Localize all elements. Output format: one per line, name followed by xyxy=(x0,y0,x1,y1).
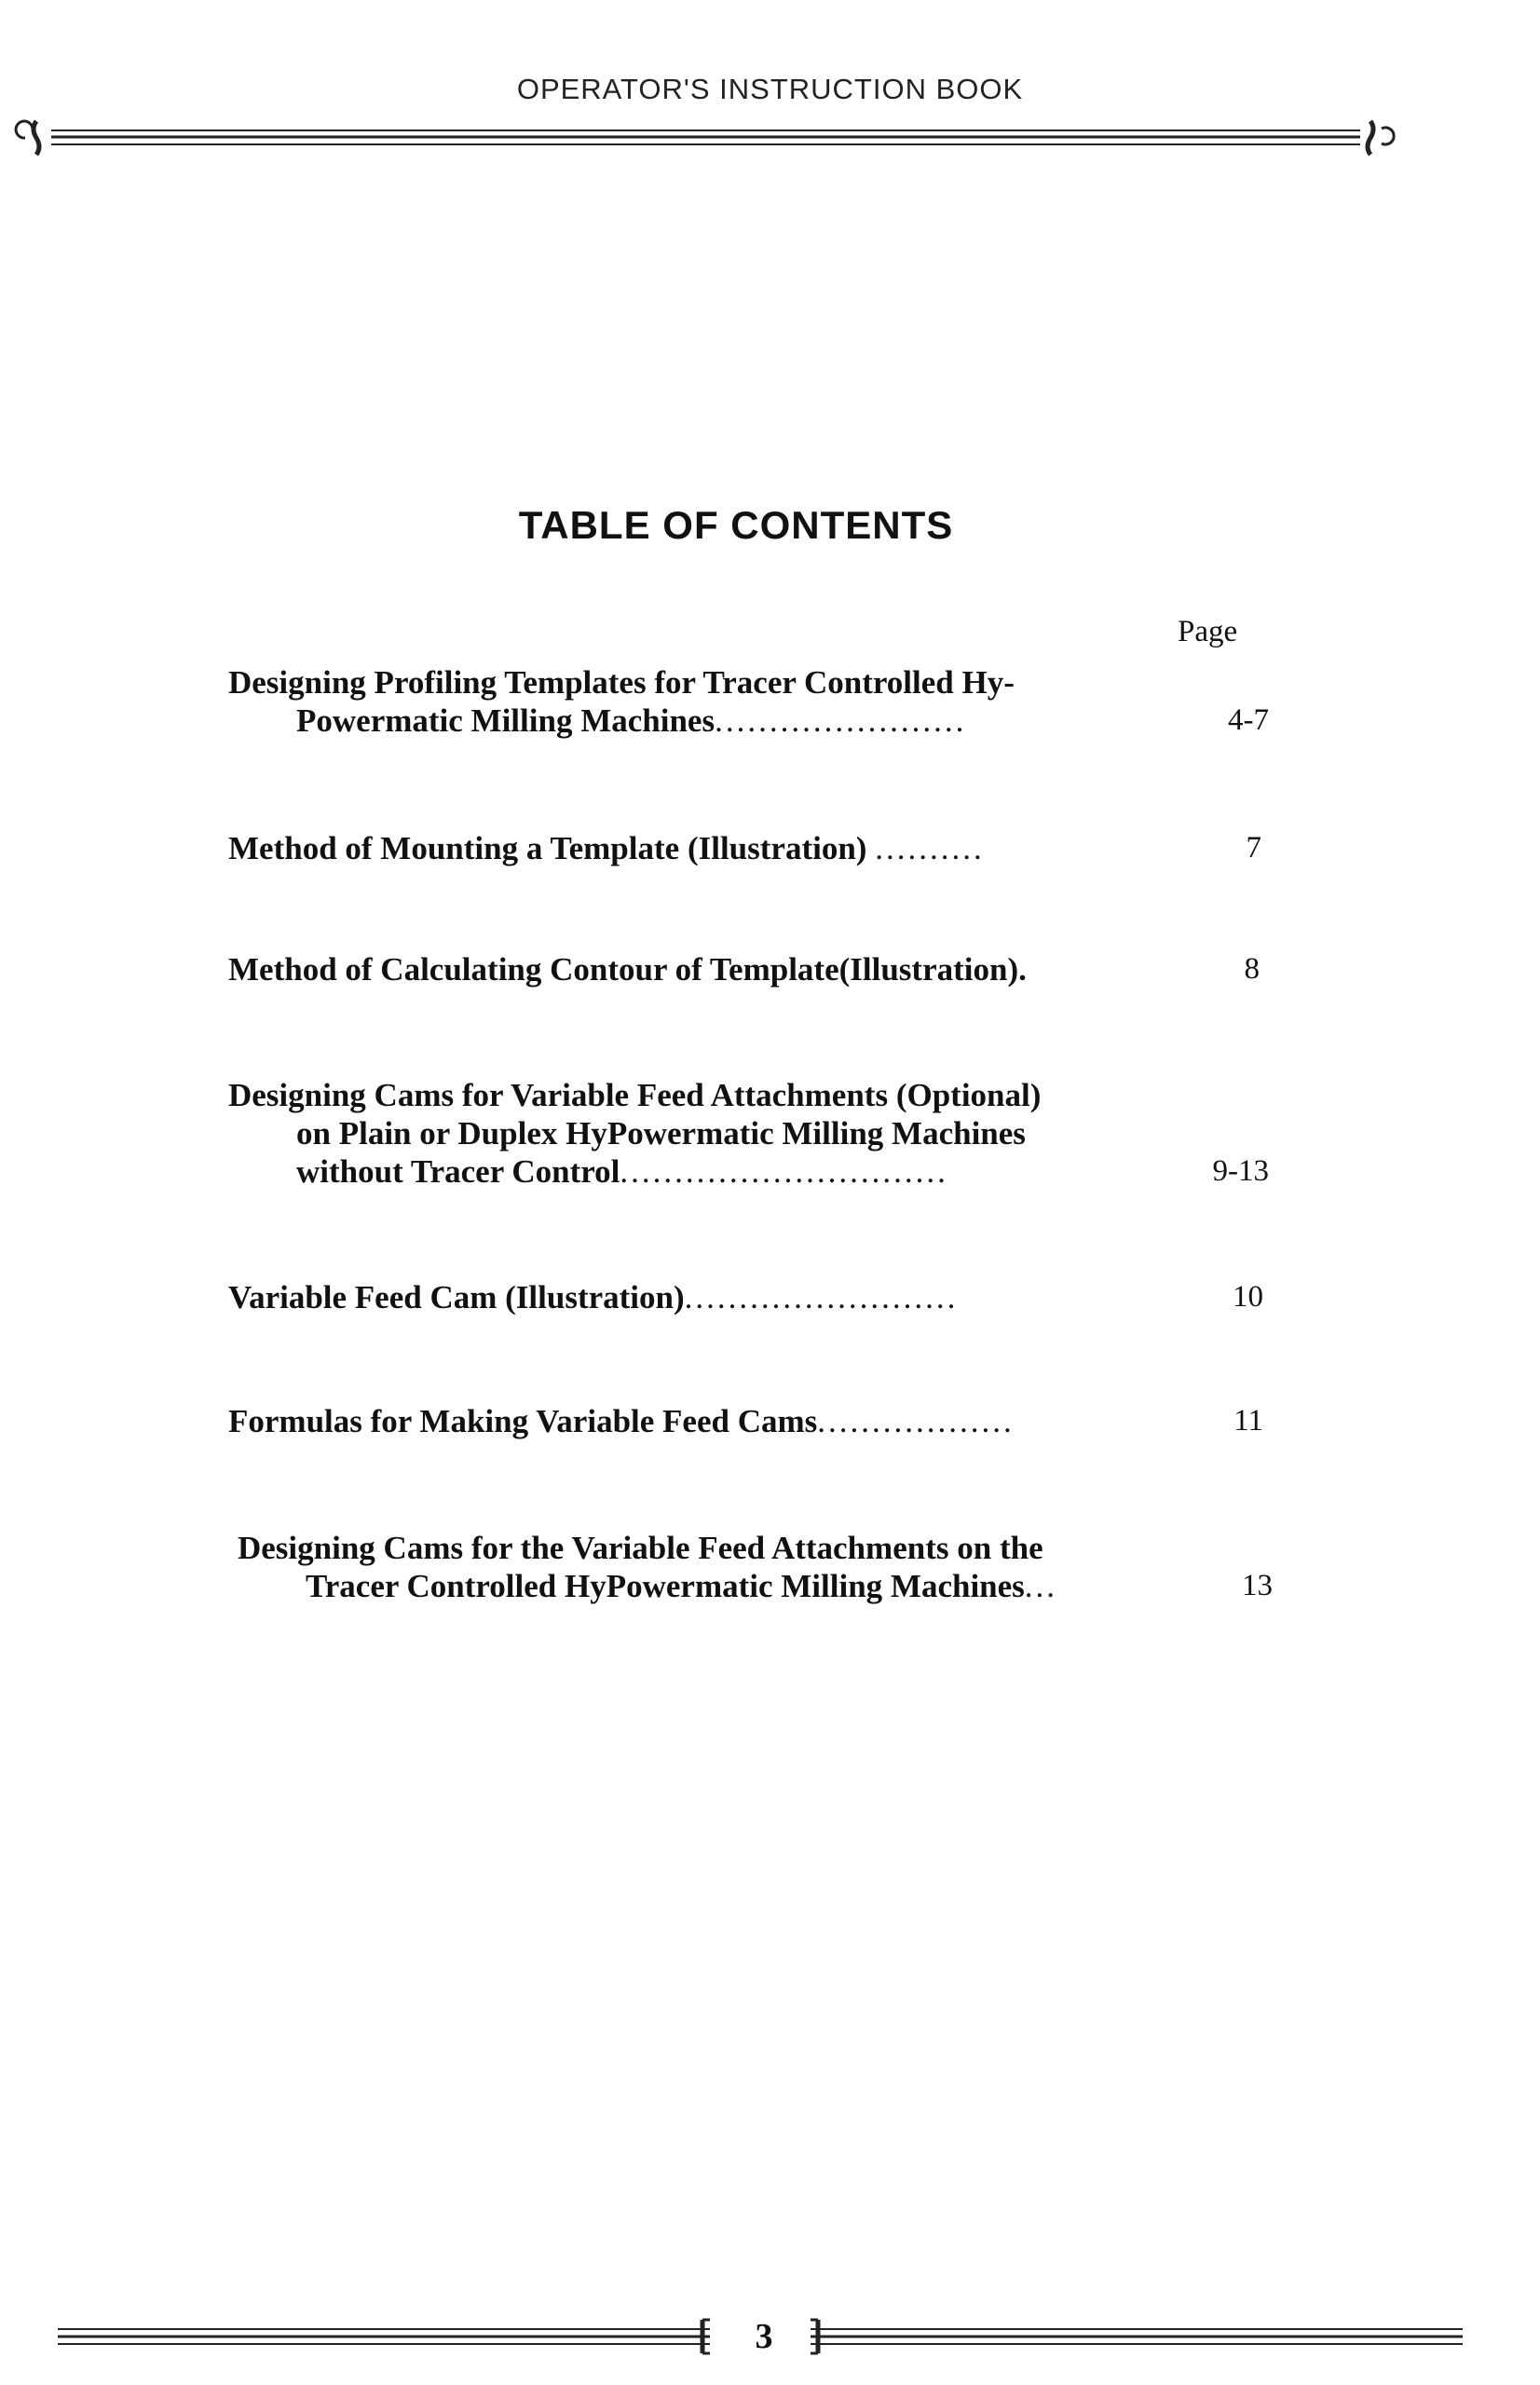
toc-page-number: 4-7 xyxy=(1228,703,1269,737)
footer-rule xyxy=(58,2309,710,2365)
dot-leader: ....................... xyxy=(715,702,967,739)
running-header: OPERATOR'S INSTRUCTION BOOK xyxy=(516,73,1024,105)
toc-entry xyxy=(228,950,1258,988)
toc-entry-line: without Tracer Control xyxy=(296,1153,620,1190)
toc-entry-line: Powermatic Milling Machines xyxy=(296,702,715,739)
toc-entry-line: Designing Cams for the Variable Feed Attachments on the xyxy=(238,1530,1043,1566)
toc-page-number: 13 xyxy=(1242,1569,1273,1602)
toc-entry xyxy=(228,663,1269,740)
toc-entry-line: Method of Calculating Contour of Template(Illustration). xyxy=(228,951,1027,988)
toc-page-number: 8 xyxy=(1244,952,1260,986)
dot-leader: .................. xyxy=(817,1403,1015,1439)
toc-entry-line: Method of Mounting a Template (Illustration) xyxy=(228,830,867,866)
toc-entry xyxy=(228,1402,1263,1440)
page-number: 3 xyxy=(755,2317,773,2356)
toc-entry-line: Designing Cams for Variable Feed Attachments (Optional) xyxy=(228,1077,1042,1113)
page-column-label: Page xyxy=(1178,615,1238,648)
toc-page-number: 9-13 xyxy=(1212,1154,1269,1188)
toc-page-number: 10 xyxy=(1233,1280,1263,1314)
toc-page-number: 11 xyxy=(1233,1404,1263,1438)
toc-entry xyxy=(228,1076,1269,1191)
toc-entry xyxy=(228,1278,1263,1316)
toc-entry-line: Variable Feed Cam (Illustration) xyxy=(228,1279,685,1315)
dot-leader: ... xyxy=(1024,1568,1058,1604)
footer-rule xyxy=(811,2309,1463,2365)
header-ornamental-rule xyxy=(5,110,1421,166)
toc-entry-line: on Plain or Duplex HyPowermatic Milling Machines xyxy=(296,1115,1026,1152)
toc-entry-line: Formulas for Making Variable Feed Cams xyxy=(228,1403,818,1439)
toc-entry xyxy=(238,1529,1273,1605)
toc-entry-line: Designing Profiling Templates for Tracer Controlled Hy- xyxy=(228,664,1015,701)
dot-leader: .............................. xyxy=(620,1153,948,1190)
toc-entry-line: Tracer Controlled HyPowermatic Milling Machines xyxy=(306,1568,1025,1604)
dot-leader: ......................... xyxy=(684,1279,959,1315)
toc-entry xyxy=(228,829,1261,867)
toc-title: TABLE OF CONTENTS xyxy=(518,503,954,547)
toc-page-number: 7 xyxy=(1246,831,1261,865)
dot-leader: .......... xyxy=(875,830,985,866)
